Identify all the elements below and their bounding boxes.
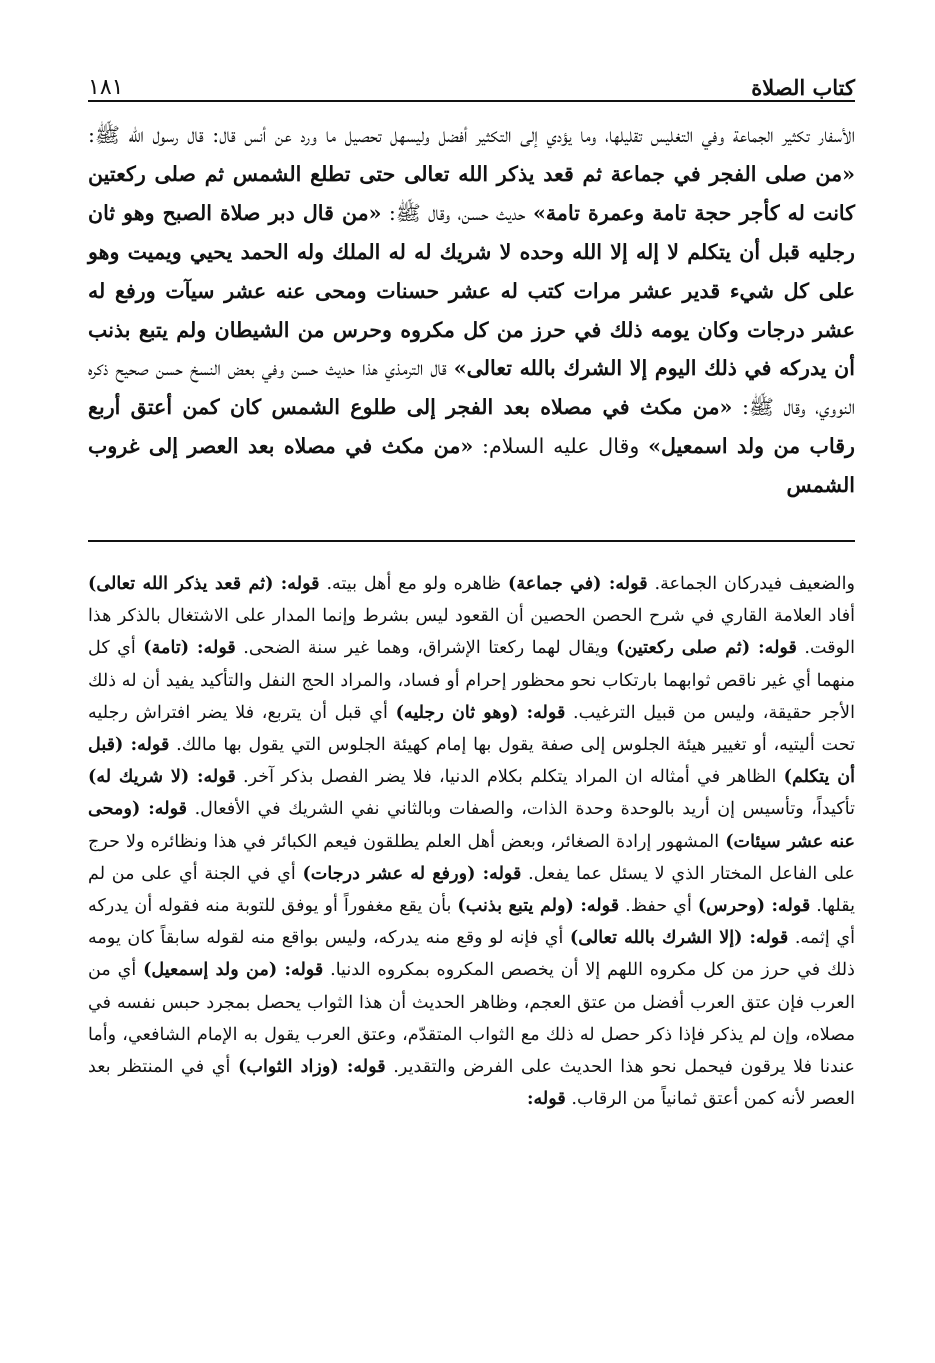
- note-segment: أي قبل أن يتربع، فلا يضر افتراش رجليه تحت أليتيه، أو تغيير هيئة الجلوس إلى صفة يقول بها إمام كهيئة الجلوس التي يقول بها مالك.: [88, 702, 855, 756]
- main-segment: حديث حسن، وقال ﷺ:: [381, 200, 533, 225]
- note-bold-segment: قوله: (ورفع له عشر درجات): [302, 862, 522, 884]
- note-bold-segment: قوله: (ثم قعد يذكر الله تعالى): [88, 573, 320, 594]
- main-segment: قال الترمذي هذا حديث حسن وفي بعض النسخ حسن صحيح ذكره النووي، وقال ﷺ:: [88, 356, 855, 420]
- main-segment: وقال عليه السلام:: [473, 434, 649, 459]
- note-bold-segment: قوله: (قبل أن يتكلم): [88, 734, 856, 788]
- main-text: [88, 116, 855, 505]
- note-bold-segment: قوله: (في جماعة): [508, 573, 648, 594]
- main-paragraph: [88, 116, 855, 505]
- main-bold-segment: «من مكث في مصلاه بعد الفجر إلى طلوع الشمس كان كمن أعتق أربع رقاب من ولد اسمعيل»: [88, 395, 856, 459]
- note-segment: بأن يقع مغفوراً أو يوفق للتوبة منه فقوله أن يدركه أي إثمه.: [88, 896, 856, 949]
- note-bold-segment: قوله: (إلا الشرك بالله تعالى): [569, 927, 789, 949]
- note-segment: أي فإنه لو وقع منه يدركه، وليس بواقع منه لقوله سابقاً كان يومه ذلك في حرز من كل مكروه اللهم إلا أن يخصص المكروه بمكروه الدنيا.: [88, 928, 855, 981]
- running-header: [88, 56, 855, 100]
- header-rule: [88, 100, 855, 102]
- note-bold-segment: قوله: (وهو ثان رجليه): [395, 701, 566, 723]
- note-bold-segment: قوله: (ولم يتبع بذنب): [457, 895, 620, 917]
- page-number: ١٨١: [88, 75, 124, 100]
- note-bold-segment: قوله:: [526, 1088, 566, 1110]
- chapter-title: كتاب الصلاة: [751, 75, 855, 100]
- note-bold-segment: قوله: (من ولد إسمعيل): [143, 959, 324, 981]
- note-segment: أي من العرب فإن عتق العرب أفضل من عتق العجم، وظاهر الحديث أن هذا الثواب يحصل بمجرد حبس نفسه في مصلاه، وإن لم يذكر فإذا ذكر حصل له ذلك مع الثواب المتقدّم، وعتق العرب يقول به الإمام الشافعي، وأما عندنا فلا يرقون فيحمل نحو هذا الحديث على الفرض والتقدير.: [88, 960, 856, 1078]
- note-segment: والضعيف فيدركان الجماعة.: [647, 574, 856, 594]
- note-segment: أفاد العلامة القاري في شرح الحصن الحصين أن القعود ليس بشرط وإنما المدار على الاشتغال بالذكر هذا الوقت.: [88, 606, 856, 659]
- note-segment: أي في المنتظر بعد العصر لأنه كمن أعتق ثمانياً من الرقاب.: [88, 1057, 855, 1110]
- commentary-text: [88, 568, 855, 1115]
- main-segment: الأسفار تكثير الجماعة وفي التغليس تقليلها، وما يؤدي إلى التكثير أفضل وليسهل تحصيل ما ورد عن أنس قال: قال رسول الله ﷺ:: [88, 123, 855, 147]
- note-bold-segment: قوله: (ثم صلى ركعتين): [616, 637, 797, 659]
- commentary-paragraph: [88, 568, 855, 1115]
- note-segment: المشهور إرادة الصغائر، وبعض أهل العلم يطلقون فيعم الكبائر في هذا ونظائره ولا حرج على الفاعل المختار الذي لا يسئل عما يفعل.: [88, 831, 856, 884]
- note-segment: أي في الجنة أي على من لم يقلها.: [88, 863, 855, 917]
- note-segment: أي حفظ.: [619, 896, 698, 917]
- note-segment: تأكيداً، وتأسيس إن أريد بالوحدة وحدة الذات، والصفات وبالثاني نفي الشريك في الأفعال.: [187, 799, 855, 820]
- main-bold-segment: «من مكث في مصلاه بعد العصر إلى غروب الشمس: [88, 434, 855, 498]
- main-bold-segment: «من قال دبر صلاة الصبح وهو ثان رجليه قبل أن يتكلم لا إله إلا الله وحده لا شريك له له الملك وله الحمد يحيي ويميت وهو على كل شيء قدير عشر مرات كتب له عشر حسنات ومحى عنه عشر سيآت ورفع له عشر درجات وكان يومه ذلك في حرز من كل مكروه وحرس من الشيطان ولم يتبع بذنب أن يدركه في ذلك اليوم إلا الشرك بالله تعالى»: [88, 200, 855, 381]
- note-segment: ظاهره ولو مع أهل بيته.: [319, 574, 509, 594]
- note-bold-segment: قوله: (وزاد الثواب): [238, 1056, 386, 1078]
- footnote-separator: [88, 540, 855, 542]
- note-bold-segment: قوله: (تامة): [143, 637, 236, 659]
- main-bold-segment: «من صلى الفجر في جماعة ثم قعد يذكر الله تعالى حتى تطلع الشمس ثم صلى ركعتين كانت له كأجر حجة تامة وعمرة تامة»: [88, 161, 855, 225]
- note-bold-segment: قوله: (لا شريك له): [88, 766, 236, 788]
- note-segment: الظاهر في أمثاله ان المراد يتكلم بكلام الدنيا، فلا يضر الفصل بذكر آخر.: [235, 767, 784, 788]
- note-bold-segment: قوله: (وحرس): [697, 895, 811, 917]
- note-segment: أي كل منهما أي غير ناقص ثوابهما بارتكاب نحو محظور إحرام أو فساد، والمراد الحج النفل والتأكيد يفيد أن له ذلك الأجر حقيقة، وليس من قبيل الترغيب.: [88, 638, 855, 723]
- note-segment: ويقال لهما ركعتا الإشراق، وهما غير سنة الضحى.: [235, 638, 617, 659]
- note-bold-segment: قوله: (ومحى عنه عشر سيئات): [88, 798, 856, 852]
